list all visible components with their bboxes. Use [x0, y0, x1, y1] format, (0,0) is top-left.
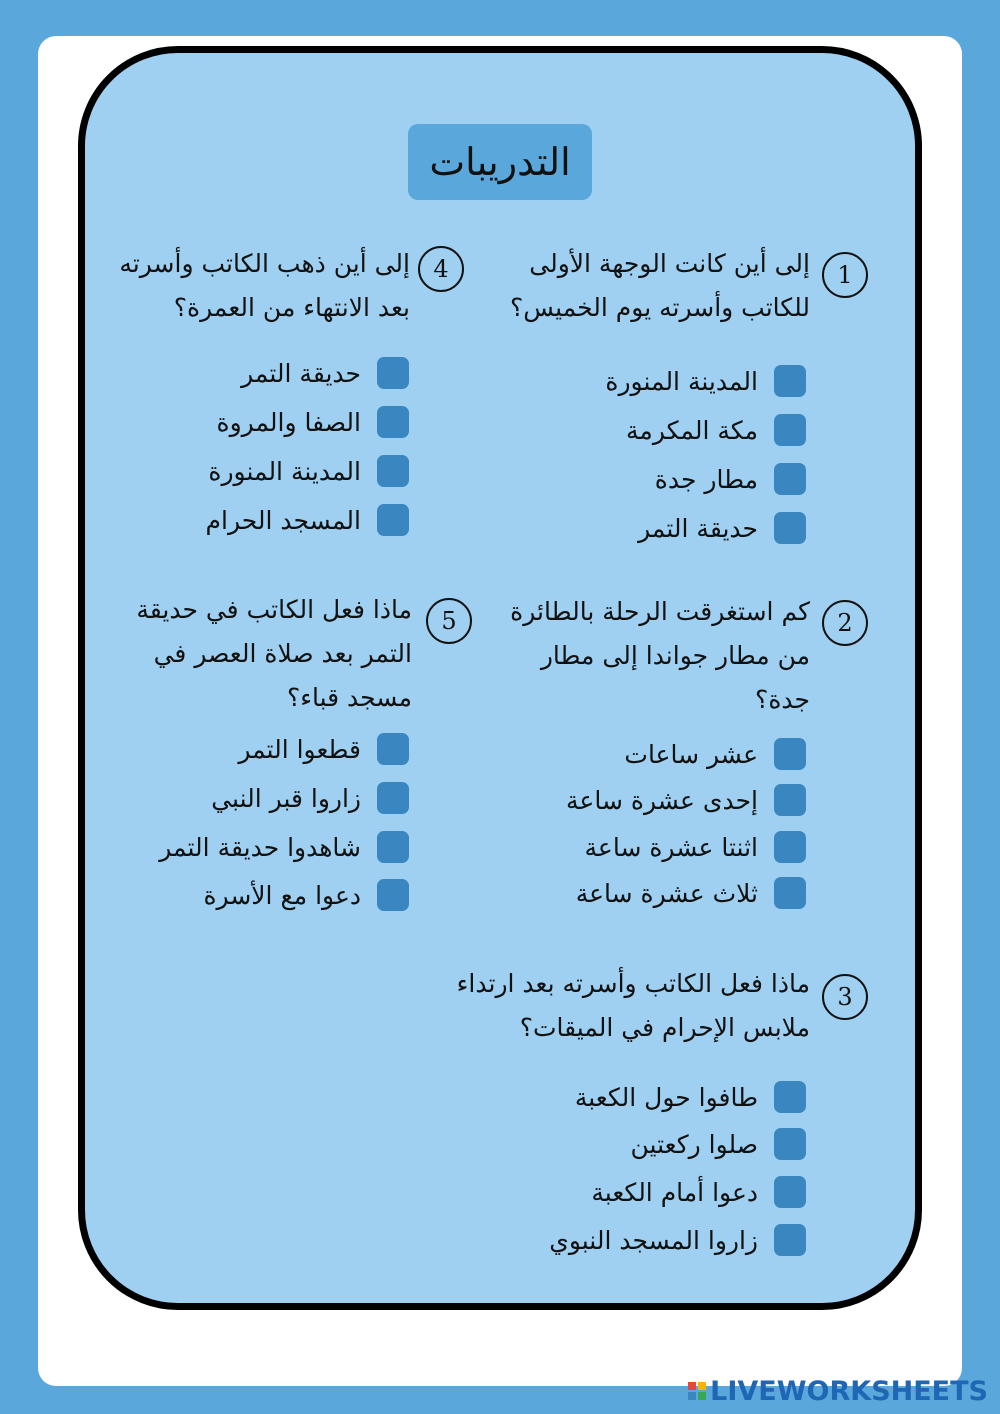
- checkbox[interactable]: [774, 1176, 806, 1208]
- option-label: قطعوا التمر: [238, 734, 361, 764]
- checkbox[interactable]: [774, 1128, 806, 1160]
- checkbox[interactable]: [377, 406, 409, 438]
- question-5-text: ماذا فعل الكاتب في حديقة التمر بعد صلاة العصر في مسجد قباء؟: [136, 595, 412, 712]
- checkbox[interactable]: [774, 463, 806, 495]
- option-label: عشر ساعات: [624, 739, 758, 769]
- question-3-option-4[interactable]: [549, 1220, 806, 1260]
- checkbox[interactable]: [377, 733, 409, 765]
- option-label: صلوا ركعتين: [630, 1129, 758, 1159]
- option-label: مطار جدة: [654, 464, 758, 494]
- question-1-text: إلى أين كانت الوجهة الأولى للكاتب وأسرته يوم الخميس؟: [510, 249, 810, 322]
- option-label: إحدى عشرة ساعة: [566, 785, 758, 815]
- option-label: مكة المكرمة: [626, 415, 758, 445]
- question-3-option-1[interactable]: [575, 1077, 806, 1117]
- option-label: دعوا أمام الكعبة: [591, 1177, 758, 1207]
- checkbox[interactable]: [774, 1224, 806, 1256]
- question-number-5: 5: [426, 598, 472, 644]
- option-label: زاروا قبر النبي: [211, 783, 361, 813]
- question-5-option-3[interactable]: [159, 827, 409, 867]
- page-title: [408, 124, 592, 200]
- question-4-option-4[interactable]: [206, 500, 409, 540]
- question-4-text: إلى أين ذهب الكاتب وأسرته بعد الانتهاء من العمرة؟: [119, 249, 410, 322]
- question-1-option-2[interactable]: [626, 410, 806, 450]
- checkbox[interactable]: [774, 512, 806, 544]
- checkbox[interactable]: [774, 784, 806, 816]
- option-label: زاروا المسجد النبوي: [549, 1225, 758, 1255]
- question-2-option-3[interactable]: [585, 827, 807, 867]
- option-label: حديقة التمر: [638, 513, 758, 543]
- checkbox[interactable]: [377, 357, 409, 389]
- checkbox[interactable]: [377, 831, 409, 863]
- question-2-option-4[interactable]: [576, 873, 806, 913]
- checkbox[interactable]: [774, 877, 806, 909]
- option-label: شاهدوا حديقة التمر: [159, 832, 361, 862]
- question-2-option-2[interactable]: [566, 780, 806, 820]
- question-number-3: 3: [822, 974, 868, 1020]
- question-3-option-2[interactable]: [631, 1124, 806, 1164]
- question-3-option-3[interactable]: [591, 1172, 806, 1212]
- page-title-text: التدريبات: [429, 140, 571, 184]
- option-label: المدينة المنورة: [208, 456, 361, 486]
- question-5-option-4[interactable]: [203, 875, 409, 915]
- checkbox[interactable]: [377, 504, 409, 536]
- checkbox[interactable]: [377, 782, 409, 814]
- option-label: حديقة التمر: [241, 358, 361, 388]
- question-4-option-2[interactable]: [216, 402, 409, 442]
- checkbox[interactable]: [774, 414, 806, 446]
- logo-icon: [688, 1382, 706, 1400]
- question-1-option-3[interactable]: [655, 459, 806, 499]
- logo-text: LIVEWORKSHEETS: [710, 1375, 988, 1407]
- option-label: ثلاث عشرة ساعة: [575, 878, 758, 908]
- question-5-option-2[interactable]: [211, 778, 409, 818]
- question-4-option-3[interactable]: [208, 451, 409, 491]
- question-3-text: ماذا فعل الكاتب وأسرته بعد ارتداء ملابس الإحرام في الميقات؟: [456, 969, 810, 1042]
- checkbox[interactable]: [377, 455, 409, 487]
- question-5-option-1[interactable]: [238, 729, 409, 769]
- checkbox[interactable]: [377, 879, 409, 911]
- checkbox[interactable]: [774, 1081, 806, 1113]
- question-number-2: 2: [822, 600, 868, 646]
- option-label: اثنتا عشرة ساعة: [584, 832, 758, 862]
- option-label: طافوا حول الكعبة: [574, 1082, 758, 1112]
- question-number-1: 1: [822, 252, 868, 298]
- question-1-option-4[interactable]: [638, 508, 806, 548]
- checkbox[interactable]: [774, 365, 806, 397]
- question-2-option-1[interactable]: [624, 734, 806, 774]
- liveworksheets-logo[interactable]: [688, 1374, 988, 1408]
- option-label: الصفا والمروة: [216, 407, 361, 437]
- question-4-option-1[interactable]: [241, 353, 409, 393]
- checkbox[interactable]: [774, 831, 806, 863]
- question-1-option-1[interactable]: [605, 361, 806, 401]
- option-label: المسجد الحرام: [205, 505, 361, 535]
- question-2-text: كم استغرقت الرحلة بالطائرة من مطار جواندا إلى مطار جدة؟: [510, 597, 810, 714]
- option-label: دعوا مع الأسرة: [203, 880, 361, 910]
- option-label: المدينة المنورة: [605, 366, 758, 396]
- question-number-4: 4: [418, 246, 464, 292]
- checkbox[interactable]: [774, 738, 806, 770]
